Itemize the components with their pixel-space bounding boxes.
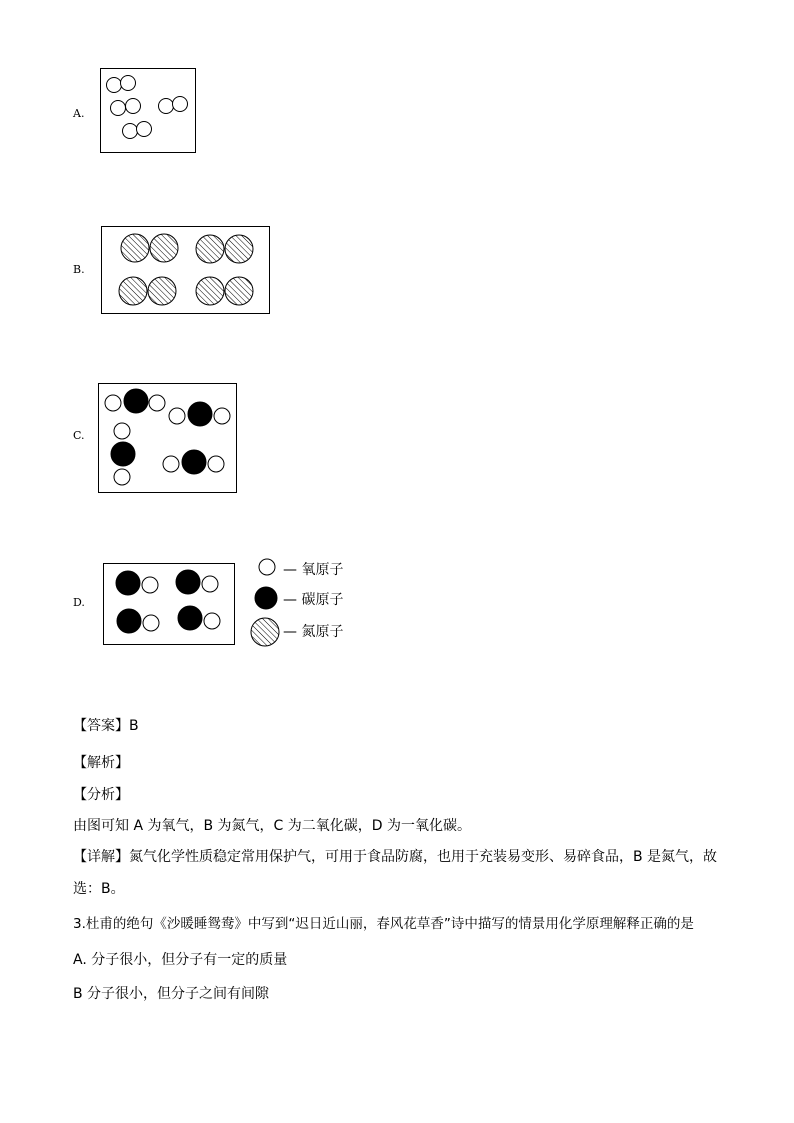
- carbon-atom: [176, 570, 200, 594]
- legend-carbon-label: — 碳原子: [283, 592, 344, 608]
- legend-oxygen-label: — 氧原子: [283, 562, 344, 578]
- carbon-atom: [124, 389, 148, 413]
- oxygen-atom: [114, 469, 130, 485]
- option-b-letter: B.: [73, 263, 85, 276]
- oxygen-atom: [142, 577, 158, 593]
- nitrogen-atom: [196, 235, 224, 263]
- carbon-atom: [182, 450, 206, 474]
- option-d-molecules: [116, 570, 220, 633]
- nitrogen-atom: [150, 234, 178, 262]
- answer-line: [73, 716, 139, 736]
- option-a-letter: A.: [73, 107, 85, 120]
- oxygen-atom: [137, 122, 152, 137]
- question3-option-a: A. 分子很小，但分子有一定的质量: [73, 952, 288, 968]
- question3-option-b: B 分子很小，但分子之间有间隙: [73, 986, 270, 1002]
- legend-nitrogen-label: — 氮原子: [283, 624, 344, 640]
- oxygen-atom: [121, 76, 136, 91]
- nitrogen-atom: [196, 277, 224, 305]
- oxygen-atom: [214, 408, 230, 424]
- analysis-sub-heading: 【分析】: [73, 787, 129, 803]
- analysis-detail-line1: [73, 847, 717, 867]
- oxygen-atom: [114, 423, 130, 439]
- detail-text: 氮气化学性质稳定常用保护气，可用于食品防腐，也用于充装易变形、易碎食品，B 是氮气，故: [129, 849, 718, 865]
- legend-symbols: [251, 559, 279, 646]
- nitrogen-atom: [121, 234, 149, 262]
- oxygen-atom: [159, 99, 174, 114]
- carbon-atom: [178, 606, 202, 630]
- option-a-molecules: [107, 76, 188, 139]
- option-d-letter: D.: [73, 596, 85, 609]
- carbon-atom: [188, 402, 212, 426]
- nitrogen-atom: [225, 277, 253, 305]
- legend-oxygen-icon: [259, 559, 275, 575]
- nitrogen-atom: [225, 235, 253, 263]
- detail-label: 【详解】: [73, 849, 129, 865]
- analysis-summary: 由图可知 A 为氧气，B 为氮气，C 为二氧化碳，D 为一氧化碳。: [73, 818, 471, 834]
- question3-stem: 3.杜甫的绝句《沙暖睡鸳鸯》中写到“迟日近山丽，春风花草香”诗中描写的情景用化学原理解释正确的是: [73, 916, 694, 932]
- oxygen-atom: [105, 395, 121, 411]
- option-b-molecules: [119, 234, 253, 305]
- carbon-atom: [117, 609, 141, 633]
- oxygen-atom: [111, 101, 126, 116]
- carbon-atom: [111, 442, 135, 466]
- legend-nitrogen-icon: [251, 618, 279, 646]
- oxygen-atom: [149, 395, 165, 411]
- analysis-detail-line2: 选：B。: [73, 881, 125, 897]
- option-c-letter: C.: [73, 429, 85, 442]
- oxygen-atom: [208, 456, 224, 472]
- option-c-molecules: [105, 389, 230, 485]
- carbon-atom: [116, 571, 140, 595]
- oxygen-atom: [173, 97, 188, 112]
- oxygen-atom: [143, 615, 159, 631]
- oxygen-atom: [202, 576, 218, 592]
- nitrogen-atom: [148, 277, 176, 305]
- answer-value: B: [129, 718, 139, 734]
- answer-label: 【答案】: [73, 718, 129, 734]
- analysis-heading: 【解析】: [73, 755, 129, 771]
- oxygen-atom: [204, 613, 220, 629]
- oxygen-atom: [123, 124, 138, 139]
- oxygen-atom: [126, 99, 141, 114]
- oxygen-atom: [169, 408, 185, 424]
- legend-carbon-icon: [255, 587, 277, 609]
- oxygen-atom: [107, 78, 122, 93]
- nitrogen-atom: [119, 277, 147, 305]
- oxygen-atom: [163, 456, 179, 472]
